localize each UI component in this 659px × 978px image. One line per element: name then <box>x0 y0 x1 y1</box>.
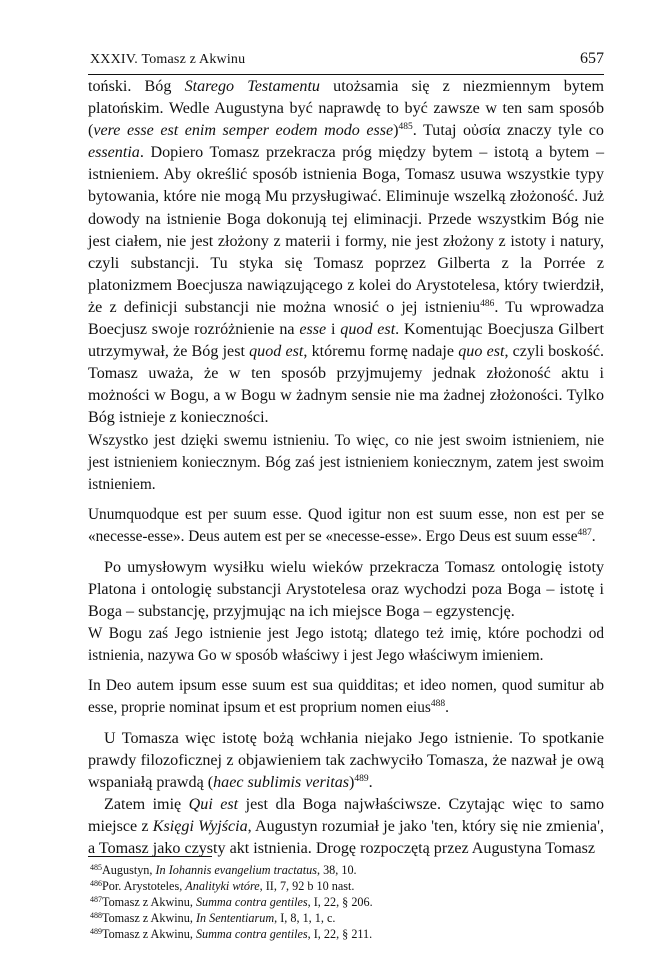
main-text <box>88 76 604 860</box>
block-quote-latin-2: In Deo autem ipsum esse suum est sua quidditas; et ideo nomen, quod sumitur ab esse, proprie nominat ipsum et est proprium nomen eius$^{488}$. <box>88 677 604 717</box>
paragraph-1: toński. Bóg Starego Testamentu utożsamia się z niezmiennym bytem platońskim. Wedle Augustyna być naprawdę to być zawsze w ten sam sposób (vere esse est enim semper eodem modo esse)$^{485}$. Tutaj οὐσία znaczy tyle co essentia. Dopiero Tomasz przekracza próg między bytem – istotą a bytem – istnieniem. Aby określić sposób istnienia Boga, Tomasz usuwa wszystkie typy bytowania, które nie mogą Mu przysługiwać. Eliminuje wszelką złożoność. Już dowody na istnienie Boga dokonują tej eliminacji. Przede wszystkim Bóg nie jest ciałem, nie jest złożony z materii i formy, nie jest złożony z istoty i natury, czyli substancji. Tu styka się Tomasz poprzez Gilberta z la Porrée z platonizmem Boecjusza nawiązującego z kolei do Arystotelesa, który twierdził, że z definicji substancji nie można wnosić o jej istnieniu$^{486}$. Tu wprowadza Boecjusz swoje rozróżnienie na esse i quod est. Komentując Boecjusza Gilbert utrzymywał, że Bóg jest quod est, któremu formę nadaje quo est, czyli boskość. Tomasz uważa, że w ten sposób przyjmujemy jednak złożoność aktu i możności w Bogu, a w Bogu w żadnym sensie nie ma żadnej złożoności. Tylko Bóg istnieje z konieczności. <box>88 78 605 427</box>
footnote-ref-485: 485 <box>398 122 413 133</box>
paragraph-3: U Tomasza więc istotę bożą wchłania niejako Jego istnienie. To spotkanie prawdy filozoficznej z objawieniem tak zachwyciło Tomasza, że nazwał je ową wspaniałą prawdą (haec sublimis veritas)$^{489}$. <box>88 729 604 791</box>
footnote-ref-489: 489 <box>354 773 369 784</box>
paragraph-4: Zatem imię Qui est jest dla Boga najwłaściwsze. Czytając więc to samo miejsce z Księgi Wyjścia, Augustyn rozumiał je jako 'ten, który się nie zmienia', a Tomasz jako czysty akt istnienia. Drogę rozpoczętą przez Augustyna Tomasz <box>88 795 605 858</box>
running-title: XXXIV. Tomasz z Akwinu <box>90 52 246 67</box>
footnote-ref-488: 488 <box>430 699 446 710</box>
footnotes <box>90 862 602 942</box>
footnote-488: $^{488}$Tomasz z Akwinu, In Sententiarum, I, 8, 1, 1, c. <box>90 911 336 925</box>
footnote-489: $^{489}$Tomasz z Akwinu, Summa contra gentiles, I, 22, § 211. <box>90 927 373 941</box>
block-quote-latin-1: Unumquodque est per suum esse. Quod igitur non est suum esse, non est per se «necesse-esse». Deus autem est per se «necesse-esse». Ergo Deus est suum esse$^{487}$. <box>88 506 604 546</box>
footnote-487: $^{487}$Tomasz z Akwinu, Summa contra gentiles, I, 22, § 206. <box>90 895 373 909</box>
paragraph-2: Po umysłowym wysiłku wielu wieków przekracza Tomasz ontologię istoty Platona i ontologię substancji Arystotelesa oraz wychodzi poza Boga – istotę i Boga – substancję, przyjmując na ich miejsce Boga – egzystencję. <box>88 558 604 620</box>
running-header <box>88 52 604 75</box>
footnote-486: $^{486}$Por. Arystoteles, Analityki wtóre, II, 7, 92 b 10 nast. <box>90 879 355 893</box>
footnote-ref-487: 487 <box>577 528 592 539</box>
block-quote-polish-2: W Bogu zaś Jego istnienie jest Jego istotą; dlatego też imię, które pochodzi od istnienia, nazywa Go w sposób właściwy i jest Jego właściwym imieniem. <box>88 624 604 664</box>
footnote-divider <box>88 856 212 857</box>
block-quote-polish-1: Wszystko jest dzięki swemu istnieniu. To więc, co nie jest swoim istnieniem, nie jest istnieniem koniecznym. Bóg zaś jest istnieniem koniecznym, zatem jest swoim istnieniem. <box>88 431 604 493</box>
footnote-485: $^{485}$Augustyn, In Iohannis evangelium tractatus, 38, 10. <box>90 863 357 877</box>
footnote-ref-486: 486 <box>480 298 495 309</box>
page-number: 657 <box>580 50 604 67</box>
